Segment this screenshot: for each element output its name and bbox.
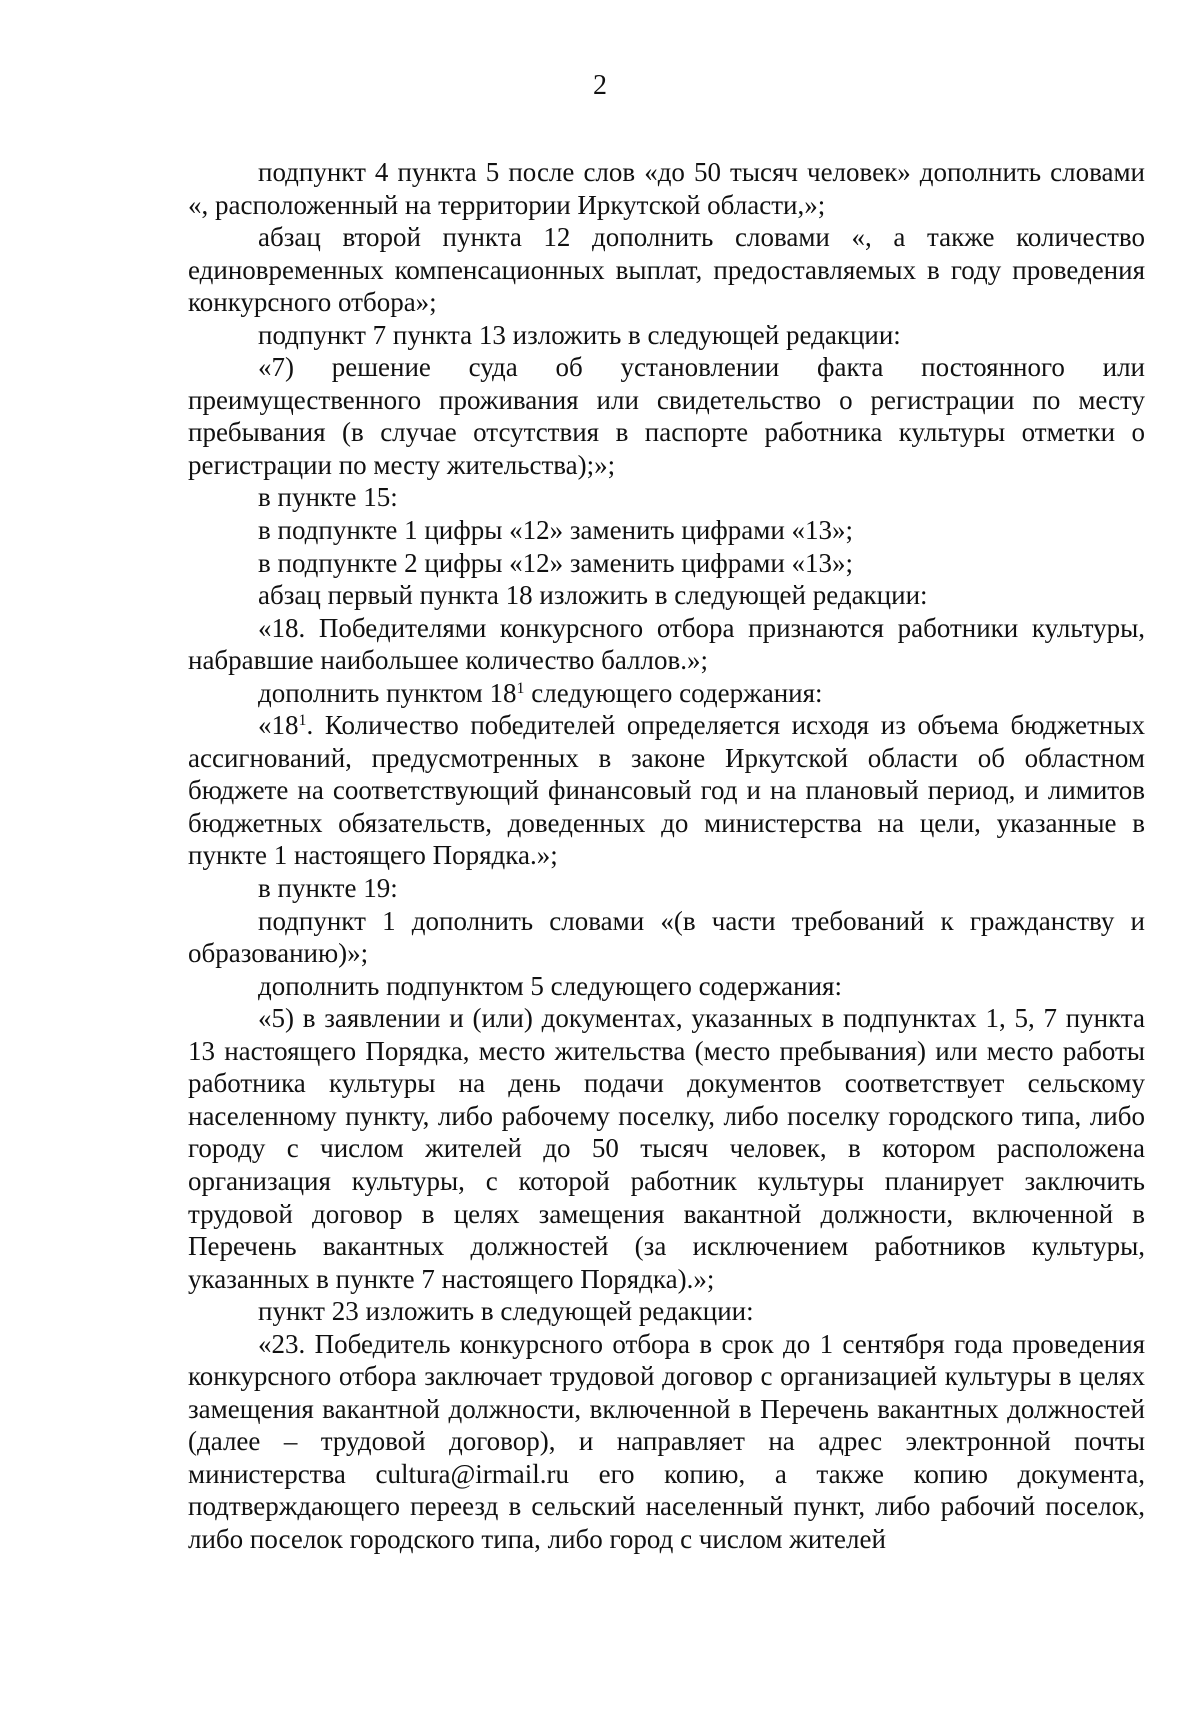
paragraph: подпункт 4 пункта 5 после слов «до 50 тысяч человек» дополнить словами «, расположенный на территории Иркутской области,»; (188, 157, 1145, 220)
paragraph: в пункте 19: (258, 873, 398, 904)
paragraph: абзац второй пункта 12 дополнить словами «, а также количество единовременных компенсационных выплат, предоставляемых в году проведения конкурсного отбора»; (188, 222, 1145, 318)
paragraph: «5) в заявлении и (или) документах, указанных в подпунктах 1, 5, 7 пункта 13 настоящего Порядка, место жительства (место пребывания) или место работы работника культуры на день подачи документов соответствует сельскому населенному пункту, либо рабочему поселку, либо поселку городского типа, либо городу с числом жителей до 50 тысяч человек, в котором расположена организация культуры, с которой работник культуры планирует заключить трудовой договор в целях замещения вакантной должности, включенной в Перечень вакантных должностей (за исключением работников культуры, указанных в пункте 7 настоящего Порядка).»; (188, 1003, 1145, 1294)
superscript-index: 1 (298, 712, 307, 730)
paragraph: в подпункте 2 цифры «12» заменить цифрами «13»; (258, 547, 854, 578)
paragraph (188, 709, 1145, 872)
paragraph: в подпункте 1 цифры «12» заменить цифрами «13»; (258, 515, 854, 546)
document-body (188, 156, 1145, 1556)
paragraph: абзац первый пункта 18 изложить в следующей редакции: (258, 580, 928, 611)
paragraph: пункт 23 изложить в следующей редакции: (258, 1296, 754, 1327)
paragraph: дополнить подпунктом 5 следующего содержания: (258, 970, 842, 1001)
paragraph-text: дополнить пунктом 18 (258, 677, 517, 708)
paragraph: в пункте 15: (258, 482, 398, 513)
paragraph-text: . Количество победителей определяется исходя из объема бюджетных ассигнований, предусмотренных в законе Иркутской области об областном бюджете на соответствующий финансовый год и на плановый период, и лимитов бюджетных обязательств, доведенных до министерства на цели, указанные в пункте 1 настоящего Порядка.»; (188, 710, 1145, 871)
paragraph: «7) решение суда об установлении факта постоянного или преимущественного проживания или свидетельство о регистрации по месту пребывания (в случае отсутствия в паспорте работника культуры отметки о регистрации по месту жительства);»; (188, 352, 1145, 480)
paragraph: подпункт 7 пункта 13 изложить в следующей редакции: (258, 319, 901, 350)
superscript-index: 1 (516, 679, 525, 697)
paragraph-text: «18 (258, 710, 299, 741)
paragraph-text: следующего содержания: (524, 677, 823, 708)
paragraph (188, 677, 1145, 710)
paragraph: «23. Победитель конкурсного отбора в срок до 1 сентября года проведения конкурсного отбора заключает трудовой договор с организацией культуры в целях замещения вакантной должности, включенной в Перечень вакантных должностей (далее – трудовой договор), и направляет на адрес электронной почты министерства cultura@irmail.ru его копию, а также копию документа, подтверждающего переезд в сельский населенный пункт, либо рабочий поселок, либо поселок городского типа, либо город с числом жителей (188, 1328, 1145, 1554)
paragraph: «18. Победителями конкурсного отбора признаются работники культуры, набравшие наибольшее количество баллов.»; (188, 612, 1145, 676)
paragraph: подпункт 1 дополнить словами «(в части требований к гражданству и образованию)»; (188, 905, 1145, 969)
page-number: 2 (593, 70, 607, 101)
